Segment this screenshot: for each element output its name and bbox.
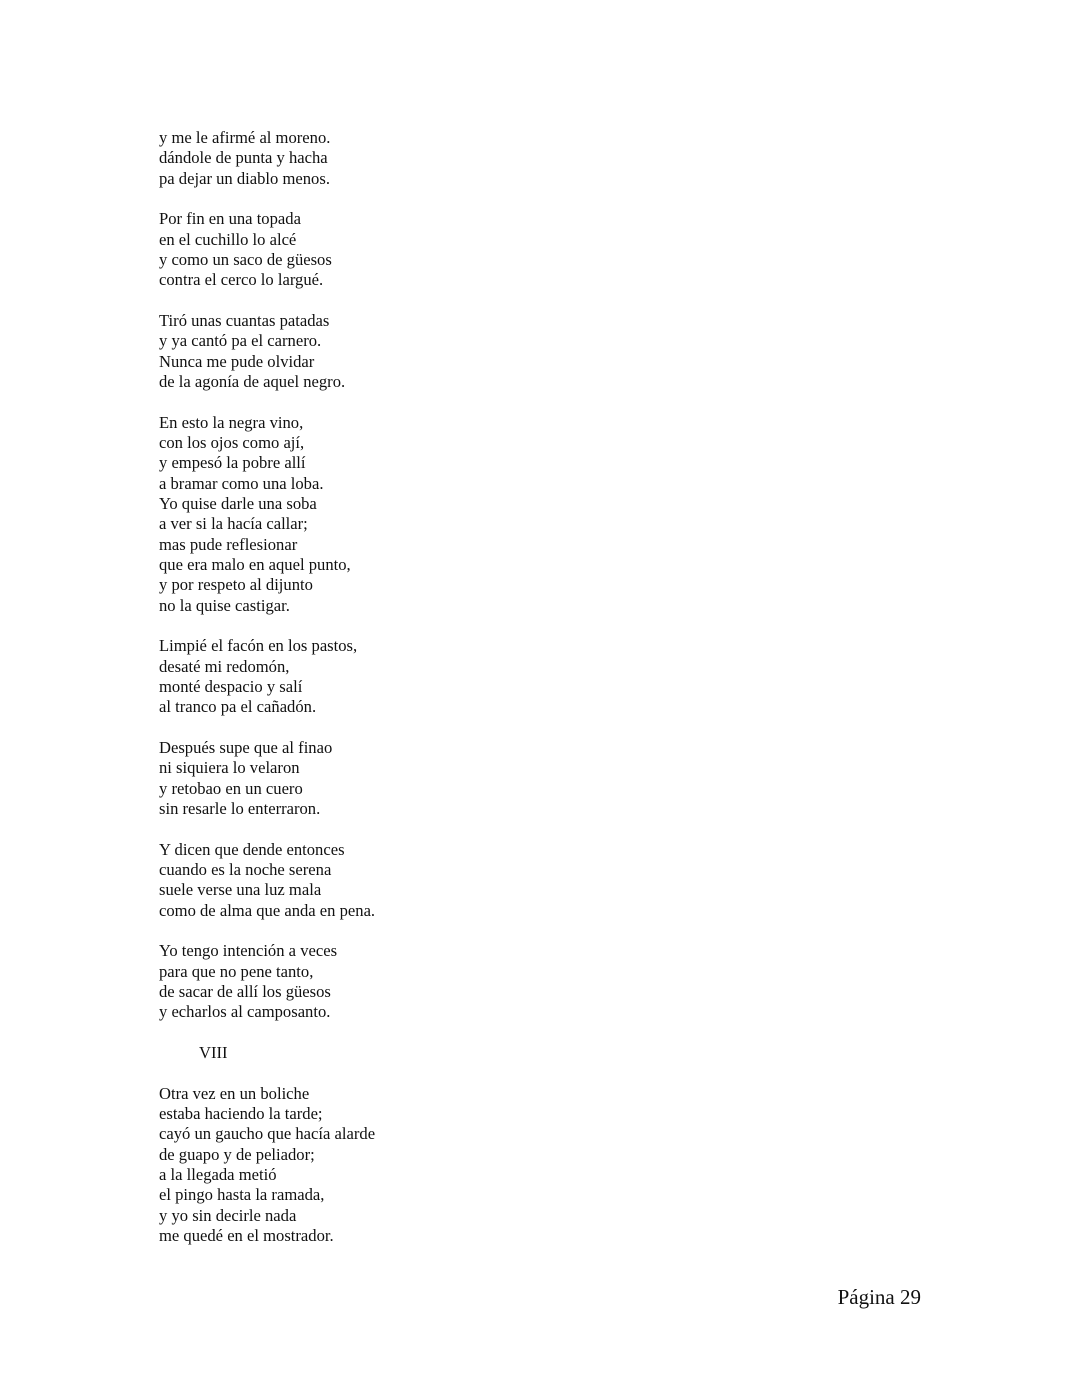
verse-line: contra el cerco lo largué. [159,270,324,290]
verse-line: y echarlos al camposanto. [159,1002,331,1022]
verse-line: en el cuchillo lo alcé [159,229,297,249]
page-number: Página 29 [837,1285,921,1309]
verse-line: y yo sin decirle nada [159,1205,297,1225]
stanza [159,738,759,819]
verse-line: desaté mi redomón, [159,656,290,676]
verse-line: sin resarle lo enterraron. [159,799,321,819]
verse-line: y retobao en un cuero [159,778,303,798]
verse-line: cayó un gaucho que hacía alarde [159,1124,376,1144]
verse-line: cuando es la noche serena [159,860,332,880]
verse-line: ni siquiera lo velaron [159,758,300,778]
verse-line: que era malo en aquel punto, [159,555,351,575]
verse-line: monté despacio y salí [159,677,303,697]
verse-line: a la llegada metió [159,1165,277,1185]
section-heading: VIII [199,1043,228,1063]
verse-line: Por fin en una topada [159,209,301,229]
stanza [159,941,759,1022]
verse-line: Y dicen que dende entonces [159,839,345,859]
verse-line: con los ojos como ají, [159,433,305,453]
verse-line: el pingo hasta la ramada, [159,1185,325,1205]
verse-line: suele verse una luz mala [159,880,322,900]
verse-line: estaba haciendo la tarde; [159,1104,323,1124]
verse-line: dándole de punta y hacha [159,148,328,168]
verse-line: pa dejar un diablo menos. [159,168,330,188]
verse-line: de sacar de allí los güesos [159,982,331,1002]
verse-line: a bramar como una loba. [159,473,324,493]
verse-line: y empesó la pobre allí [159,453,306,473]
verse-line: Tiró unas cuantas patadas [159,311,330,330]
stanza [159,128,759,189]
stanza [159,413,759,616]
verse-line: En esto la negra vino, [159,412,304,432]
verse-line: Yo tengo intención a veces [159,941,338,961]
verse-line: a ver si la hacía callar; [159,514,308,534]
verse-line: y como un saco de güesos [159,250,332,270]
verse-line: de guapo y de peliador; [159,1144,315,1164]
verse-line: Limpié el facón en los pastos, [159,636,358,656]
verse-line: me quedé en el mostrador. [159,1226,334,1246]
stanza [159,636,759,717]
verse-line: Nunca me pude olvidar [159,351,315,371]
verse-line: como de alma que anda en pena. [159,900,376,920]
verse-line: Después supe que al finao [159,738,333,758]
verse-line: al tranco pa el cañadón. [159,697,317,717]
verse-line: y me le afirmé al moreno. [159,128,331,147]
stanza [159,840,759,921]
verse-line: de la agonía de aquel negro. [159,372,346,392]
verse-line: Otra vez en un boliche [159,1083,310,1103]
verse-line: y ya cantó pa el carnero. [159,331,322,351]
stanza [159,209,759,290]
stanza [159,1084,759,1247]
verse-line: mas pude reflesionar [159,534,298,554]
stanza [159,311,759,392]
verse-line: Yo quise darle una soba [159,494,317,514]
verse-line: no la quise castigar. [159,595,290,615]
poem-body [159,128,759,1267]
verse-line: y por respeto al dijunto [159,575,313,595]
verse-line: para que no pene tanto, [159,961,314,981]
